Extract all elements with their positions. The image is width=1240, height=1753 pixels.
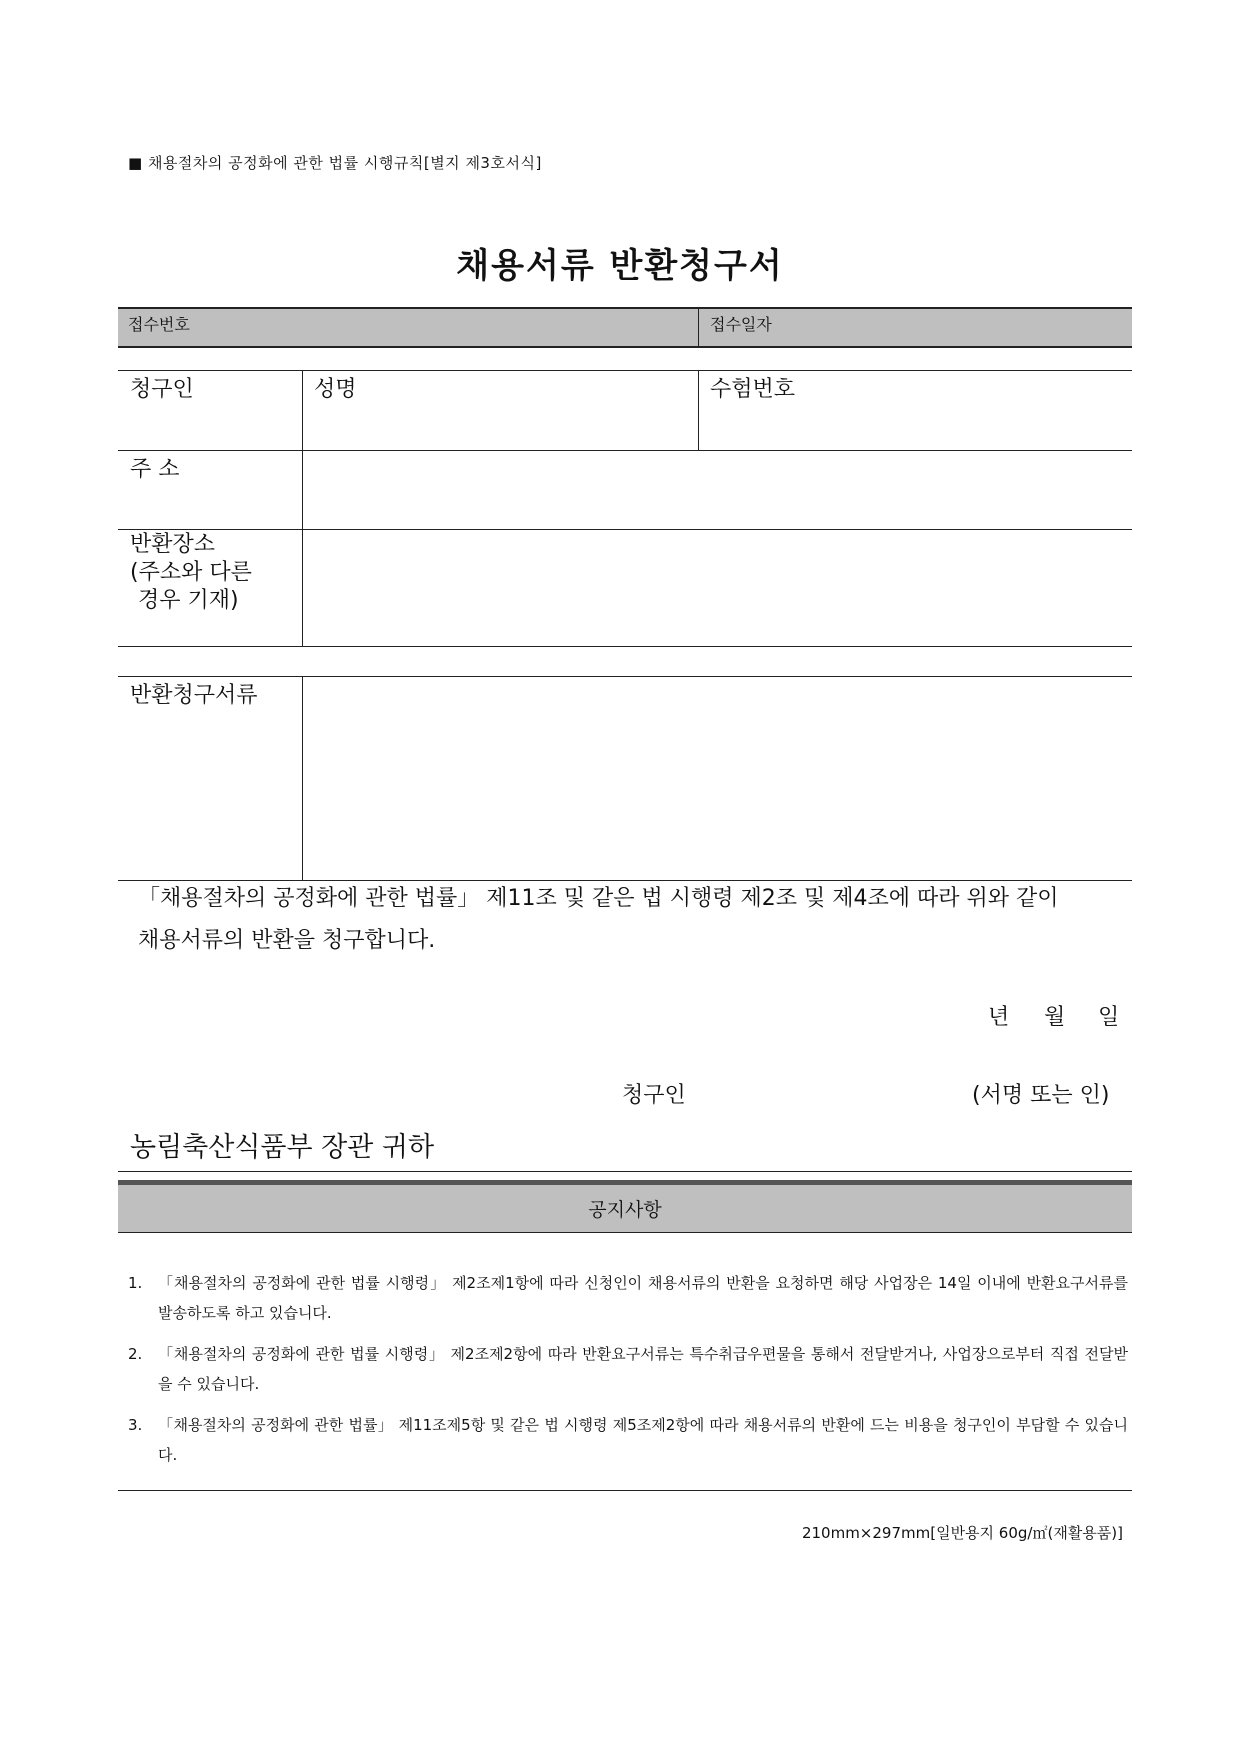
date-year-label: 년 xyxy=(988,1005,1010,1030)
documents-field[interactable] xyxy=(304,678,1130,878)
address-field[interactable] xyxy=(304,452,1130,528)
declaration-line: 채용서류의 반환을 청구합니다. xyxy=(138,928,436,953)
address-label: 주 소 xyxy=(130,457,180,482)
notice-item xyxy=(128,1268,1128,1328)
legal-basis-note: ■ 채용절차의 공정화에 관한 법률 시행규칙[별지 제3호서식] xyxy=(128,154,542,172)
return-place-label-line: 경우 기재) xyxy=(138,588,239,613)
date-day-label: 일 xyxy=(1098,1005,1120,1030)
recipient-line: 농림축산식품부 장관 귀하 xyxy=(130,1132,435,1163)
documents-label: 반환청구서류 xyxy=(130,683,258,708)
receipt-number-label: 접수번호 xyxy=(128,315,190,334)
form-title: 채용서류 반환청구서 xyxy=(456,246,784,286)
receipt-top-border xyxy=(118,307,1132,309)
table-line xyxy=(118,646,1132,647)
table-line xyxy=(118,370,1132,371)
notice-bottom-line xyxy=(118,1490,1132,1491)
return-place-label xyxy=(130,531,252,615)
table-line xyxy=(118,450,1132,451)
name-label: 성명 xyxy=(314,377,357,402)
signature-label: (서명 또는 인) xyxy=(972,1083,1110,1108)
applicant-label: 청구인 xyxy=(130,377,194,402)
table-line xyxy=(118,529,1132,530)
name-field[interactable] xyxy=(304,404,696,448)
notice-item-text: 「채용절차의 공정화에 관한 법률 시행령」 제2조제2항에 따라 반환요구서류는 특수취급우편물을 통해서 전달받거나, 사업장으로부터 직접 전달받을 수 있습니다. xyxy=(158,1345,1128,1393)
declaration-line: 「채용절차의 공정화에 관한 법률」 제11조 및 같은 법 시행령 제2조 및 제4조에 따라 위와 같이 xyxy=(138,886,1059,911)
receipt-bottom-border xyxy=(118,346,1132,348)
notice-item-number: 1. xyxy=(128,1274,143,1292)
return-place-label-line: (주소와 다른 xyxy=(130,560,252,585)
notice-item-number: 2. xyxy=(128,1345,143,1363)
receipt-divider xyxy=(698,308,699,346)
name-exam-divider xyxy=(698,370,699,450)
exam-number-field[interactable] xyxy=(700,404,1130,448)
return-place-label-line: 반환장소 xyxy=(130,532,216,557)
notice-header-bottom-line xyxy=(118,1232,1132,1233)
declaration-text xyxy=(138,878,1128,962)
notice-item xyxy=(128,1339,1128,1399)
label-column-divider xyxy=(302,676,303,880)
notice-top-thin-line xyxy=(118,1171,1132,1172)
notice-item-number: 3. xyxy=(128,1416,143,1434)
paper-spec: 210mm×297mm[일반용지 60g/㎡(재활용품)] xyxy=(801,1524,1123,1542)
receipt-background xyxy=(118,308,1132,346)
date-month-label: 월 xyxy=(1044,1005,1066,1030)
label-column-divider xyxy=(302,370,303,646)
table-line xyxy=(118,676,1132,677)
notice-title: 공지사항 xyxy=(588,1199,662,1221)
exam-number-label: 수험번호 xyxy=(710,377,796,402)
return-place-field[interactable] xyxy=(304,531,1130,645)
notice-list xyxy=(128,1268,1128,1481)
claimant-label: 청구인 xyxy=(622,1083,686,1108)
notice-item-text: 「채용절차의 공정화에 관한 법률」 제11조제5항 및 같은 법 시행령 제5조제2항에 따라 채용서류의 반환에 드는 비용을 청구인이 부담할 수 있습니다. xyxy=(158,1416,1128,1464)
notice-item xyxy=(128,1410,1128,1470)
notice-item-text: 「채용절차의 공정화에 관한 법률 시행령」 제2조제1항에 따라 신청인이 채용서류의 반환을 요청하면 해당 사업장은 14일 이내에 반환요구서류를 발송하도록 하고 있습니다. xyxy=(158,1274,1128,1322)
receipt-date-label: 접수일자 xyxy=(710,315,772,334)
